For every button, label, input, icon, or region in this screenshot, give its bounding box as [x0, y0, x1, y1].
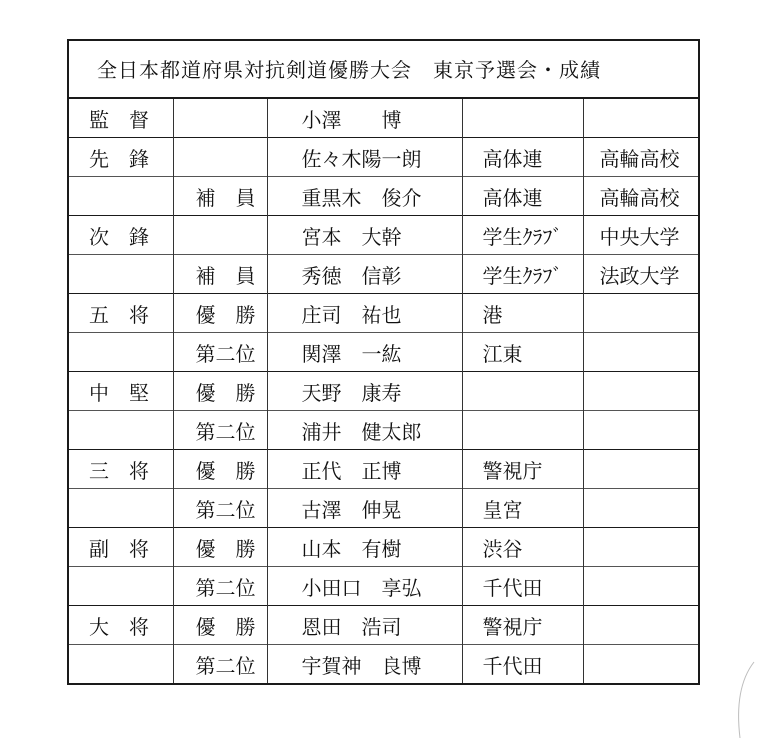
name-cell: 関澤 一紘 — [267, 333, 462, 372]
position-cell — [69, 489, 173, 528]
name-cell: 小田口 享弘 — [267, 567, 462, 606]
results-sheet — [67, 39, 700, 685]
table-row — [69, 294, 698, 333]
position-cell: 次 鋒 — [69, 216, 173, 255]
table-row — [69, 333, 698, 372]
result-cell: 第二位 — [173, 489, 267, 528]
position-cell: 大 将 — [69, 606, 173, 645]
results-table-body — [69, 99, 698, 683]
name-cell: 浦井 健太郎 — [267, 411, 462, 450]
affiliation-cell: 皇宮 — [462, 489, 583, 528]
table-row — [69, 567, 698, 606]
affiliation-cell — [462, 99, 583, 138]
table-row — [69, 177, 698, 216]
result-cell: 第二位 — [173, 411, 267, 450]
position-cell — [69, 177, 173, 216]
position-cell — [69, 255, 173, 294]
school-cell — [583, 372, 698, 411]
school-cell: 高輪高校 — [583, 138, 698, 177]
affiliation-cell: 渋谷 — [462, 528, 583, 567]
result-cell: 優 勝 — [173, 450, 267, 489]
school-cell — [583, 567, 698, 606]
result-cell: 優 勝 — [173, 294, 267, 333]
affiliation-cell: 警視庁 — [462, 606, 583, 645]
table-row — [69, 450, 698, 489]
result-cell — [173, 216, 267, 255]
pen-mark — [728, 660, 758, 740]
table-row — [69, 489, 698, 528]
position-cell — [69, 411, 173, 450]
affiliation-cell: 千代田 — [462, 567, 583, 606]
school-cell: 法政大学 — [583, 255, 698, 294]
table-row — [69, 411, 698, 450]
table-row — [69, 528, 698, 567]
table-row — [69, 99, 698, 138]
name-cell: 恩田 浩司 — [267, 606, 462, 645]
position-cell — [69, 645, 173, 684]
name-cell: 庄司 祐也 — [267, 294, 462, 333]
position-cell: 中 堅 — [69, 372, 173, 411]
school-cell: 高輪高校 — [583, 177, 698, 216]
results-table — [69, 99, 698, 683]
affiliation-cell: 学生ｸﾗﾌﾞ — [462, 216, 583, 255]
position-cell: 監 督 — [69, 99, 173, 138]
name-cell: 古澤 伸晃 — [267, 489, 462, 528]
result-cell: 補 員 — [173, 255, 267, 294]
affiliation-cell: 江東 — [462, 333, 583, 372]
school-cell — [583, 411, 698, 450]
position-cell: 先 鋒 — [69, 138, 173, 177]
position-cell: 副 将 — [69, 528, 173, 567]
school-cell: 中央大学 — [583, 216, 698, 255]
name-cell: 小澤 博 — [267, 99, 462, 138]
position-cell — [69, 333, 173, 372]
affiliation-cell: 学生ｸﾗﾌﾞ — [462, 255, 583, 294]
affiliation-cell — [462, 411, 583, 450]
table-row — [69, 138, 698, 177]
result-cell: 優 勝 — [173, 372, 267, 411]
school-cell — [583, 450, 698, 489]
name-cell: 宮本 大幹 — [267, 216, 462, 255]
affiliation-cell — [462, 372, 583, 411]
school-cell — [583, 528, 698, 567]
affiliation-cell: 高体連 — [462, 138, 583, 177]
name-cell: 佐々木陽一朗 — [267, 138, 462, 177]
result-cell: 第二位 — [173, 645, 267, 684]
affiliation-cell: 高体連 — [462, 177, 583, 216]
school-cell — [583, 99, 698, 138]
result-cell: 第二位 — [173, 567, 267, 606]
table-row — [69, 255, 698, 294]
name-cell: 山本 有樹 — [267, 528, 462, 567]
affiliation-cell: 警視庁 — [462, 450, 583, 489]
school-cell — [583, 645, 698, 684]
name-cell: 宇賀神 良博 — [267, 645, 462, 684]
result-cell — [173, 99, 267, 138]
school-cell — [583, 489, 698, 528]
name-cell: 秀徳 信彰 — [267, 255, 462, 294]
table-row — [69, 372, 698, 411]
result-cell: 優 勝 — [173, 528, 267, 567]
school-cell — [583, 606, 698, 645]
name-cell: 重黒木 俊介 — [267, 177, 462, 216]
table-row — [69, 645, 698, 684]
result-cell: 第二位 — [173, 333, 267, 372]
school-cell — [583, 333, 698, 372]
result-cell: 補 員 — [173, 177, 267, 216]
table-row — [69, 606, 698, 645]
position-cell — [69, 567, 173, 606]
school-cell — [583, 294, 698, 333]
position-cell: 三 将 — [69, 450, 173, 489]
sheet-title: 全日本都道府県対抗剣道優勝大会 東京予選会・成績 — [69, 41, 698, 99]
result-cell: 優 勝 — [173, 606, 267, 645]
table-row — [69, 216, 698, 255]
affiliation-cell: 千代田 — [462, 645, 583, 684]
name-cell: 天野 康寿 — [267, 372, 462, 411]
position-cell: 五 将 — [69, 294, 173, 333]
affiliation-cell: 港 — [462, 294, 583, 333]
result-cell — [173, 138, 267, 177]
name-cell: 正代 正博 — [267, 450, 462, 489]
